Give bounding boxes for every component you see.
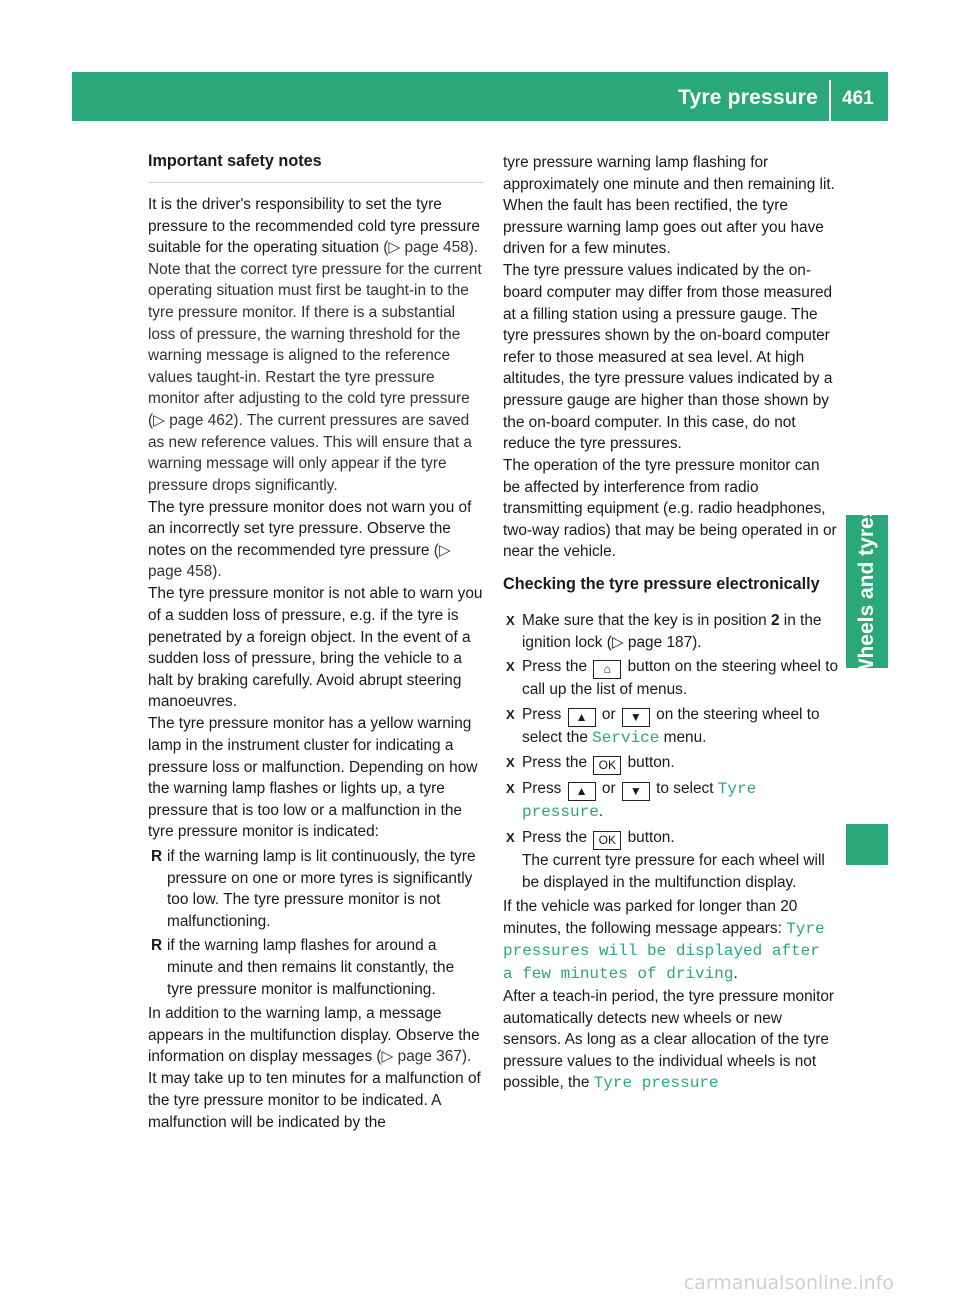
side-tab-marker [846, 824, 888, 865]
bullet-text: if the warning lamp flashes for around a minute and then remains lit constantly, the tyre pressure monitor is malfunctioning. [167, 937, 455, 998]
key-position: 2 [770, 612, 780, 630]
paragraph [503, 986, 839, 1095]
bullet-icon: R [151, 937, 163, 955]
side-chapter-tab [846, 505, 888, 678]
bullet-text: if the warning lamp is lit continuously, the tyre pressure on one or more tyres is significantly too low. The tyre pressure monitor is not malfunctioning. [167, 847, 476, 930]
down-button-icon[interactable]: ▼ [622, 708, 650, 727]
paragraph [148, 194, 484, 496]
step-text: Press the [522, 658, 588, 676]
page-reference[interactable]: (▷ page 367). [376, 1048, 472, 1066]
bullet-icon: R [151, 847, 163, 865]
step-text: to select [656, 780, 714, 798]
check-pressure-heading: Checking the tyre pressure electronically [503, 575, 820, 594]
left-column [148, 150, 484, 1133]
paragraph: The tyre pressure values indicated by the on-board computer may differ from those measured at a filling station using a pressure gauge. The tyre pressures shown by the on-board computer refer to those measured at sea level. At high altitudes, the tyre pressure values indicated by a pressure gauge are higher than those shown by the on-board computer. In this case, do not reduce the tyre pressures. [503, 262, 833, 453]
display-message: Tyre pressure [593, 1074, 719, 1093]
paragraph [148, 1003, 484, 1068]
tyre-pressure-menu-label: Tyre pressure [522, 780, 757, 822]
step-arrow-icon: X [506, 659, 515, 675]
header-divider [829, 80, 831, 121]
instruction-step [503, 752, 839, 775]
side-chapter-label: Wheels and tyres [855, 505, 878, 678]
paragraph: tyre pressure warning lamp flashing for approximately one minute and then remaining lit. When the fault has been rectified, the tyre pressure warning lamp goes out after you have driven for a few minutes. [503, 154, 835, 258]
paragraph: The operation of the tyre pressure monitor can be affected by interference from radio transmitting equipment (e.g. radio headphones, two-way radios) that may be being operated in or near the vehicle. [503, 457, 837, 561]
step-text: . [598, 803, 604, 821]
step-arrow-icon: X [506, 613, 515, 629]
down-button-icon[interactable]: ▼ [622, 782, 650, 801]
step-text: Make sure that the key is in position [522, 612, 767, 630]
step-text: Press [522, 705, 562, 723]
paragraph-text: In addition to the warning lamp, a message appears in the multifunction display. Observe the information on display messages [148, 1005, 480, 1066]
page-reference[interactable]: (▷ page 462). The current pressures are saved as new reference values. This will ensure that a warning message will only appear if the tyre pressure drops significantly. [148, 411, 472, 494]
page-reference[interactable]: (▷ page 458). Note that the correct tyre pressure for the current operating situation must first be taught-in to the tyre pressure monitor. If there is a substantial loss of pressure, the warning threshold for the warning message is aligned to the reference values taught-in. Restart the tyre pressure monitor after adjusting to the cold tyre pressure [148, 239, 482, 408]
page-reference[interactable]: (▷ page 458). [148, 541, 451, 581]
page-section-title: Tyre pressure [678, 86, 818, 109]
step-text: in the ignition lock (▷ page 187). [522, 612, 822, 651]
display-message: Tyre pressures will be displayed after a few minutes of driving [503, 919, 825, 983]
step-result-text: The current tyre pressure for each wheel will be displayed in the multifunction display. [522, 852, 825, 891]
instruction-step [503, 827, 839, 893]
step-text: on the steering wheel to select the [522, 705, 820, 746]
step-arrow-icon: X [506, 830, 515, 846]
paragraph-text: After a teach-in period, the tyre pressure monitor automatically detects new wheels or new sensors. As long as a clear allocation of the tyre pressure values to the individual wheels is not possible, the [503, 987, 835, 1092]
step-text: menu. [663, 728, 707, 746]
ok-button-icon[interactable]: OK [593, 756, 621, 775]
step-text: or [601, 705, 616, 723]
step-arrow-icon: X [506, 781, 515, 797]
step-text: Press [522, 780, 562, 798]
bullet-item [148, 846, 484, 932]
instruction-step [503, 778, 839, 824]
page-number: 461 [842, 88, 874, 109]
up-button-icon[interactable]: ▲ [568, 782, 596, 801]
instruction-step [503, 704, 839, 750]
paragraph-text: If the vehicle was parked for longer than 20 minutes, the following message appears: [503, 898, 798, 937]
paragraph: The tyre pressure monitor is not able to warn you of a sudden loss of pressure, e.g. if the tyre is penetrated by a foreign object. In the event of a sudden loss of pressure, bring the vehicle to a halt by braking carefully. Avoid abrupt steering manoeuvres. [148, 585, 483, 711]
instruction-step [503, 656, 839, 701]
step-text: button on the steering wheel to call up the list of menus. [522, 658, 839, 699]
step-text: button. [627, 754, 675, 772]
ok-button-icon[interactable]: OK [593, 831, 621, 850]
service-menu-label: Service [592, 728, 660, 747]
step-text: or [601, 780, 616, 798]
step-text: Press the [522, 829, 588, 847]
step-arrow-icon: X [506, 755, 515, 771]
paragraph-text: . [733, 965, 738, 982]
paragraph: It may take up to ten minutes for a malfunction of the tyre pressure monitor to be indicated. A malfunction will be indicated by the [148, 1070, 481, 1131]
watermark: carmanualsonline.info [683, 1272, 894, 1294]
right-column [503, 152, 839, 1095]
instruction-step [503, 610, 839, 653]
home-button-icon[interactable]: ⌂ [593, 660, 621, 679]
bullet-item [148, 935, 484, 1000]
step-text: Press the [522, 754, 588, 772]
paragraph-text: It is the driver's responsibility to set the tyre pressure to the recommended cold tyre pressure suitable for the operating situation [148, 196, 480, 257]
paragraph-text: The tyre pressure monitor does not warn you of an incorrectly set tyre pressure. Observe the notes on the recommended tyre pressure [148, 498, 472, 559]
step-text: button. [627, 829, 675, 847]
paragraph: The tyre pressure monitor has a yellow warning lamp in the instrument cluster for indicating a pressure loss or malfunction. Depending on how the warning lamp flashes or lights up, a tyre pressure that is too low or a malfunction in the tyre pressure monitor is indicated: [148, 715, 478, 841]
paragraph [503, 896, 839, 985]
safety-notes-heading: Important safety notes [148, 150, 484, 183]
paragraph [148, 497, 484, 583]
step-arrow-icon: X [506, 706, 515, 722]
up-button-icon[interactable]: ▲ [568, 708, 596, 727]
